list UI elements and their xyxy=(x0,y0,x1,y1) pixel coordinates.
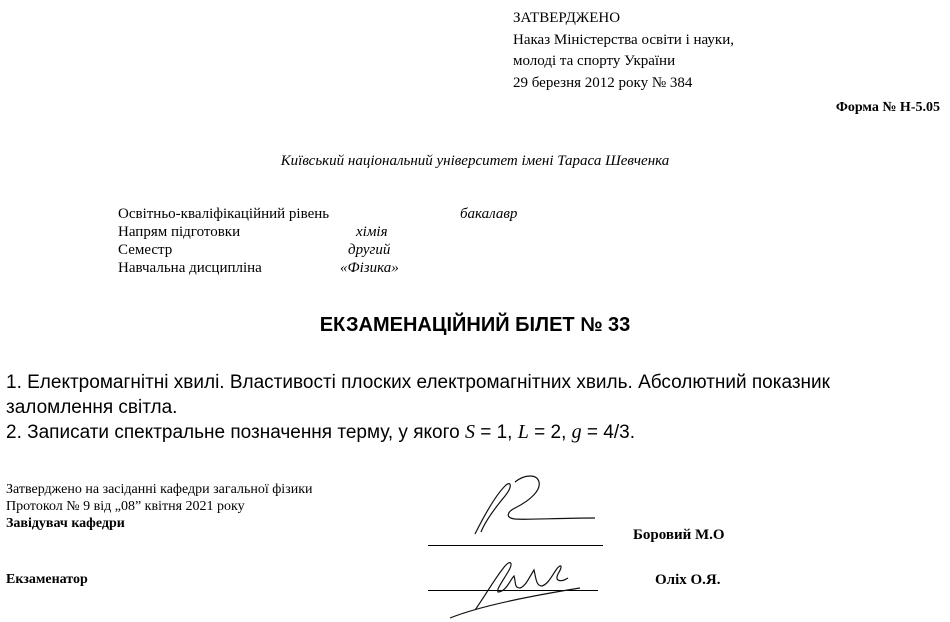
form-number: Форма № Н-5.05 xyxy=(835,100,940,115)
info-label: Напрям підготовки xyxy=(118,224,241,240)
university-name: Київський національний університет імені Тараса Шевченка xyxy=(280,153,670,169)
approval-order: Наказ Міністерства освіти і науки, xyxy=(513,31,734,48)
question-2: 2. Записати спектральне позначення терму, у якого S = 1, L = 2, g = 4/3. xyxy=(6,421,635,443)
info-label: Навчальна дисципліна xyxy=(118,260,262,276)
examiner-name: Оліх О.Я. xyxy=(655,572,721,588)
examiner-label: Екзаменатор xyxy=(6,572,88,587)
approval-ministry: молоді та спорту України xyxy=(513,53,676,69)
info-value: «Фізика» xyxy=(340,260,399,276)
head-label: Завідувач кафедри xyxy=(6,516,125,531)
head-signature-line xyxy=(428,545,603,546)
ticket-title: ЕКЗАМЕНАЦІЙНИЙ БІЛЕТ № 33 xyxy=(319,314,631,336)
info-label: Освітньо-кваліфікаційний рівень xyxy=(118,206,330,222)
approval-date: 29 березня 2012 року № 384 xyxy=(513,74,693,91)
protocol: Протокол № 9 від „08” квітня 2021 року xyxy=(6,499,245,514)
info-value: бакалавр xyxy=(460,206,518,222)
info-value: другий xyxy=(348,242,391,258)
head-name: Боровий М.О xyxy=(633,527,725,543)
approval-meeting: Затверджено на засіданні кафедри загальної фізики xyxy=(6,482,313,497)
approval-stamp xyxy=(513,8,734,94)
approval-title: ЗАТВЕРДЖЕНО xyxy=(513,10,621,26)
info-label: Семестр xyxy=(118,242,173,258)
signature-block xyxy=(6,481,313,532)
info-row-discipline xyxy=(118,259,399,277)
examiner-signature xyxy=(440,552,590,622)
info-row-level xyxy=(118,205,518,223)
head-signature xyxy=(455,474,605,544)
question-1: 1. Електромагнітні хвилі. Властивості плоских електромагнітних хвиль. Абсолютний показник заломлення світла. xyxy=(6,372,830,418)
info-row-direction xyxy=(118,223,388,241)
info-block xyxy=(118,205,518,277)
questions-block xyxy=(6,370,906,445)
info-row-semester xyxy=(118,241,391,259)
info-value: хімія xyxy=(356,224,388,240)
